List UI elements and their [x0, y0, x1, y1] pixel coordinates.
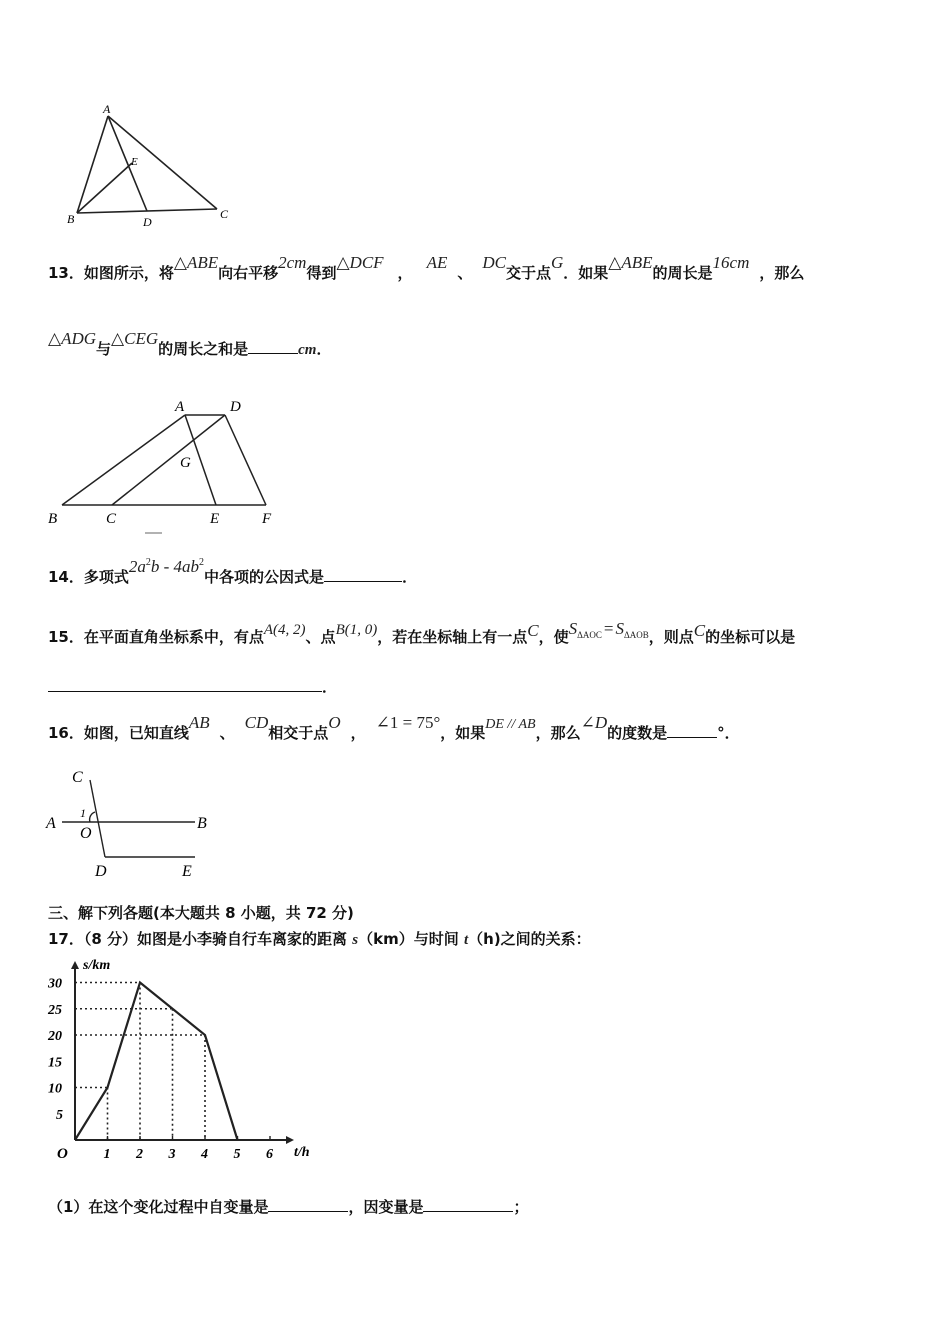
label-c: C	[220, 207, 229, 221]
label-d: D	[95, 863, 107, 880]
answer-blank[interactable]	[248, 339, 298, 354]
q14-text: ．	[402, 568, 418, 586]
q13-math-2cm: 2cm	[278, 253, 307, 272]
question-17-part-1	[48, 1196, 528, 1217]
q14-number: 14．多项式	[48, 568, 129, 586]
x-tick-label: 5	[233, 1147, 241, 1162]
q16-text: 相交于点	[268, 724, 329, 742]
y-tick-label: 20	[48, 1029, 62, 1044]
q15-text: ，使	[538, 628, 569, 646]
q15-s: S	[568, 619, 578, 638]
q13-text: 得到	[306, 264, 337, 282]
label-e: E	[131, 156, 138, 168]
q17-part1-text: ，因变量是	[348, 1198, 424, 1216]
label-a: A	[175, 399, 185, 415]
q16-text: 、	[219, 724, 235, 742]
label-c: C	[72, 769, 83, 786]
q15-text: ，则点	[648, 628, 694, 646]
label-e: E	[182, 863, 192, 880]
x-tick-label: 6	[266, 1147, 273, 1162]
q17-var-t: t	[463, 932, 469, 948]
q17-text: （km）与时间	[358, 930, 459, 948]
q16-text: ，那么	[535, 724, 581, 742]
q17-part1-text: ；	[513, 1198, 529, 1216]
q13-text: ，	[397, 264, 413, 282]
q14-term: 2a	[128, 557, 146, 576]
label-d: D	[143, 215, 152, 229]
q13-text: 与	[96, 340, 112, 358]
q13-text: 、	[457, 264, 473, 282]
question-14	[48, 557, 418, 587]
q15-point-b: B(1, 0)	[335, 622, 378, 638]
q13-math-abe: △ABE	[173, 253, 219, 272]
question-17	[48, 928, 591, 949]
q15-s: S	[615, 619, 624, 638]
q13-text: ．如果	[563, 264, 609, 282]
q16-math-cd: CD	[244, 713, 269, 732]
q13-number: 13．如图所示，将	[48, 264, 174, 282]
x-tick-label: 1	[103, 1147, 111, 1162]
x-tick-label: 3	[168, 1147, 176, 1162]
label-e: E	[210, 511, 220, 527]
answer-blank[interactable]	[268, 1197, 348, 1212]
q14-text: 中各项的公因式是	[204, 568, 325, 586]
figure-parallel-lines	[40, 762, 220, 882]
q15-sub: ΔAOC	[577, 630, 602, 640]
answer-blank[interactable]	[324, 567, 402, 582]
q15-text: 的坐标可以是	[705, 628, 796, 646]
origin-label: O	[57, 1146, 68, 1162]
q17-text: （h)之间的关系：	[468, 930, 591, 948]
y-tick-label: 5	[56, 1107, 63, 1123]
q15-eq: =	[603, 619, 614, 638]
q16-text: ，如果	[440, 724, 486, 742]
label-a: A	[103, 102, 111, 116]
q15-point-c: C	[693, 621, 706, 640]
label-g: G	[180, 455, 191, 471]
label-b: B	[67, 212, 75, 226]
x-axis-arrow	[286, 1136, 294, 1144]
q14-exponent: 2	[145, 557, 151, 568]
label-d: D	[230, 399, 241, 415]
section-3-heading: 三、解下列各题(本大题共 8 小题，共 72 分)	[48, 904, 354, 922]
q14-term: b - 4ab	[150, 557, 200, 576]
q13-text: 向右平移	[218, 264, 279, 282]
y-tick-label: 25	[48, 1002, 62, 1018]
q16-math-o: O	[328, 713, 341, 732]
x-tick-label: 2	[136, 1147, 143, 1162]
question-13-line-1	[48, 253, 805, 283]
series-line	[75, 983, 238, 1141]
label-c: C	[106, 511, 117, 527]
q13-math-ae: AE	[426, 253, 448, 272]
q17-part1-text: （1）在这个变化过程中自变量是	[48, 1198, 269, 1216]
q13-math-16cm: 16cm	[712, 253, 750, 272]
y-tick-label: 10	[48, 1081, 62, 1097]
y-tick-label: 30	[48, 976, 62, 992]
q17-number: 17．（8 分）如图是小李骑自行车离家的距离	[48, 930, 348, 948]
question-15-line-1	[48, 619, 796, 647]
y-axis-arrow	[71, 961, 79, 969]
figure-triangle-abe	[55, 98, 255, 233]
q15-text: ，若在坐标轴上有一点	[377, 628, 528, 646]
q13-math-dcf: △DCF	[336, 253, 384, 272]
q13-math-g: G	[551, 253, 564, 272]
q13-text: 的周长之和是	[158, 340, 249, 358]
answer-blank[interactable]	[667, 723, 717, 738]
q14-polynomial	[129, 558, 204, 576]
q15-text: 、点	[305, 628, 336, 646]
label-angle-1: 1	[80, 806, 86, 820]
q16-math-angle-d: ∠D	[580, 713, 608, 732]
q13-math-adg: △ADG	[48, 329, 97, 348]
q16-text: °．	[717, 724, 740, 742]
q16-text: ，	[350, 724, 366, 742]
q15-area-equation	[569, 620, 649, 638]
q13-math-ceg: △CEG	[111, 329, 159, 348]
q13-text: 的周长是	[652, 264, 713, 282]
q13-unit: cm	[298, 342, 317, 358]
figure-translation	[40, 395, 290, 540]
q13-text: 交于点	[505, 264, 551, 282]
x-axis-label: t/h	[294, 1145, 310, 1160]
q13-math-abe-2: △ABE	[608, 253, 653, 272]
q14-exponent: 2	[199, 557, 205, 568]
question-16	[48, 713, 740, 743]
label-b: B	[197, 815, 207, 832]
x-tick-label: 4	[201, 1147, 208, 1162]
q16-math-angle1: ∠1 = 75°	[375, 713, 441, 732]
q15-text: ．	[322, 678, 338, 696]
question-15-line-2	[48, 676, 337, 697]
y-axis-label: s/km	[83, 958, 111, 973]
answer-blank[interactable]	[423, 1197, 513, 1212]
q16-math-de-ab: DE // AB	[485, 717, 536, 732]
q17-var-s: s	[352, 932, 359, 948]
distance-time-chart	[40, 955, 320, 1170]
answer-blank[interactable]	[48, 677, 322, 692]
label-f: F	[262, 511, 272, 527]
q16-math-ab: AB	[188, 713, 210, 732]
q15-sub: ΔAOB	[623, 630, 649, 640]
q15-point-c: C	[527, 621, 539, 640]
label-a: A	[46, 815, 56, 832]
label-b: B	[48, 511, 58, 527]
q15-number: 15．在平面直角坐标系中，有点	[48, 628, 264, 646]
y-tick-label: 15	[48, 1055, 62, 1071]
q16-text: 的度数是	[607, 724, 668, 742]
q13-math-dc: DC	[482, 253, 506, 272]
q16-number: 16．如图，已知直线	[48, 724, 189, 742]
q13-text: ．	[316, 340, 332, 358]
q15-point-a: A(4, 2)	[263, 622, 306, 638]
question-13-line-2	[48, 329, 332, 359]
label-o: O	[80, 825, 92, 842]
q13-text: ，那么	[759, 264, 805, 282]
